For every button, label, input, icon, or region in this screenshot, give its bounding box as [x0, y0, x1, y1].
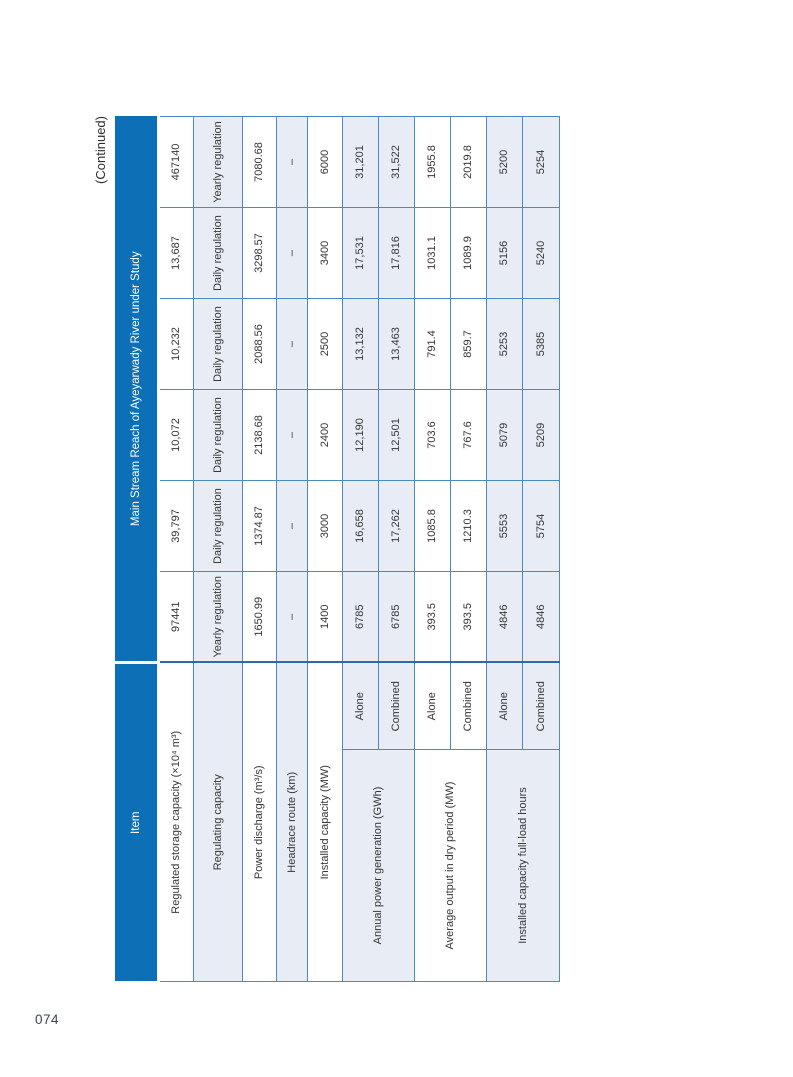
sub-row-label: Alone [343, 663, 379, 750]
value-cell: Yearly regulation [194, 572, 243, 663]
value-cell: 12,190 [343, 390, 379, 481]
value-cell: 5385 [523, 299, 560, 390]
table-row [343, 116, 379, 981]
value-cell: 7080.68 [243, 116, 277, 207]
value-cell: – [277, 208, 308, 299]
value-cell: 5240 [523, 208, 560, 299]
value-cell: Yearly regulation [194, 116, 243, 207]
value-cell: 5079 [487, 390, 523, 481]
table-row [308, 116, 343, 981]
value-cell: 1085.8 [415, 481, 451, 572]
value-cell: 16,658 [343, 481, 379, 572]
sub-row-label: Combined [523, 663, 560, 750]
value-cell: 6785 [343, 572, 379, 663]
table-row [243, 116, 277, 981]
value-cell: 4846 [487, 572, 523, 663]
value-cell: 1210.3 [451, 481, 487, 572]
value-cell: 1089.9 [451, 208, 487, 299]
table-row [487, 116, 523, 981]
value-cell: Daily regulation [194, 390, 243, 481]
value-cell: 393.5 [415, 572, 451, 663]
header-span-cell: Main Stream Reach of Ayeyarwady River under Study [115, 116, 159, 662]
value-cell: 6785 [379, 572, 415, 663]
header-item-cell: Item [115, 663, 159, 982]
value-cell: 97441 [159, 572, 194, 663]
value-cell: 1650.99 [243, 572, 277, 663]
value-cell: 393.5 [451, 572, 487, 663]
value-cell: 17,262 [379, 481, 415, 572]
table-row [159, 116, 194, 981]
value-cell: 5253 [487, 299, 523, 390]
value-cell: – [277, 481, 308, 572]
value-cell: 5553 [487, 481, 523, 572]
sub-row-label: Combined [379, 663, 415, 750]
sub-row-label: Alone [415, 663, 451, 750]
row-label: Regulating capacity [194, 663, 243, 982]
row-label: Average output in dry period (MW) [415, 750, 487, 982]
table-body [159, 116, 560, 981]
value-cell: 1955.8 [415, 116, 451, 207]
value-cell: 859.7 [451, 299, 487, 390]
table-row [277, 116, 308, 981]
row-label: Installed capacity full-load hours [487, 750, 560, 982]
value-cell: 17,816 [379, 208, 415, 299]
value-cell: – [277, 390, 308, 481]
value-cell: 791.4 [415, 299, 451, 390]
value-cell: Daily regulation [194, 481, 243, 572]
value-cell: Daily regulation [194, 208, 243, 299]
value-cell: 2088.56 [243, 299, 277, 390]
value-cell: 12,501 [379, 390, 415, 481]
value-cell: 2138.68 [243, 390, 277, 481]
row-label: Installed capacity (MW) [308, 663, 343, 982]
table-row [415, 116, 451, 981]
value-cell: 2500 [308, 299, 343, 390]
value-cell: 3298.57 [243, 208, 277, 299]
row-label: Regulated storage capacity (×10⁴ m³) [159, 663, 194, 982]
sub-row-label: Alone [487, 663, 523, 750]
value-cell: 6000 [308, 116, 343, 207]
value-cell: 5156 [487, 208, 523, 299]
row-label: Power discharge (m³/s) [243, 663, 277, 982]
value-cell: – [277, 299, 308, 390]
value-cell: 1374.87 [243, 481, 277, 572]
value-cell: 2400 [308, 390, 343, 481]
value-cell: – [277, 572, 308, 663]
table-row [194, 116, 243, 981]
value-cell: 5254 [523, 116, 560, 207]
value-cell: 4846 [523, 572, 560, 663]
value-cell: Daily regulation [194, 299, 243, 390]
value-cell: 3000 [308, 481, 343, 572]
value-cell: 467140 [159, 116, 194, 207]
value-cell: 1031.1 [415, 208, 451, 299]
value-cell: 39,797 [159, 481, 194, 572]
value-cell: 13,687 [159, 208, 194, 299]
value-cell: 10,232 [159, 299, 194, 390]
value-cell: 13,132 [343, 299, 379, 390]
rotated-table-container [93, 115, 558, 982]
value-cell: 31,522 [379, 116, 415, 207]
sub-row-label: Combined [451, 663, 487, 750]
value-cell: 13,463 [379, 299, 415, 390]
value-cell: 17,531 [343, 208, 379, 299]
value-cell: 703.6 [415, 390, 451, 481]
data-table [115, 116, 560, 982]
value-cell: 2019.8 [451, 116, 487, 207]
value-cell: 31,201 [343, 116, 379, 207]
value-cell: 767.6 [451, 390, 487, 481]
table-header-row [115, 116, 159, 981]
value-cell: 5754 [523, 481, 560, 572]
continued-note: (Continued) [93, 116, 108, 184]
value-cell: 5209 [523, 390, 560, 481]
page-number: 074 [35, 1012, 60, 1027]
value-cell: 1400 [308, 572, 343, 663]
row-label: Annual power generation (GWh) [343, 750, 415, 982]
value-cell: – [277, 116, 308, 207]
value-cell: 10,072 [159, 390, 194, 481]
row-label: Headrace route (km) [277, 663, 308, 982]
value-cell: 3400 [308, 208, 343, 299]
value-cell: 5200 [487, 116, 523, 207]
